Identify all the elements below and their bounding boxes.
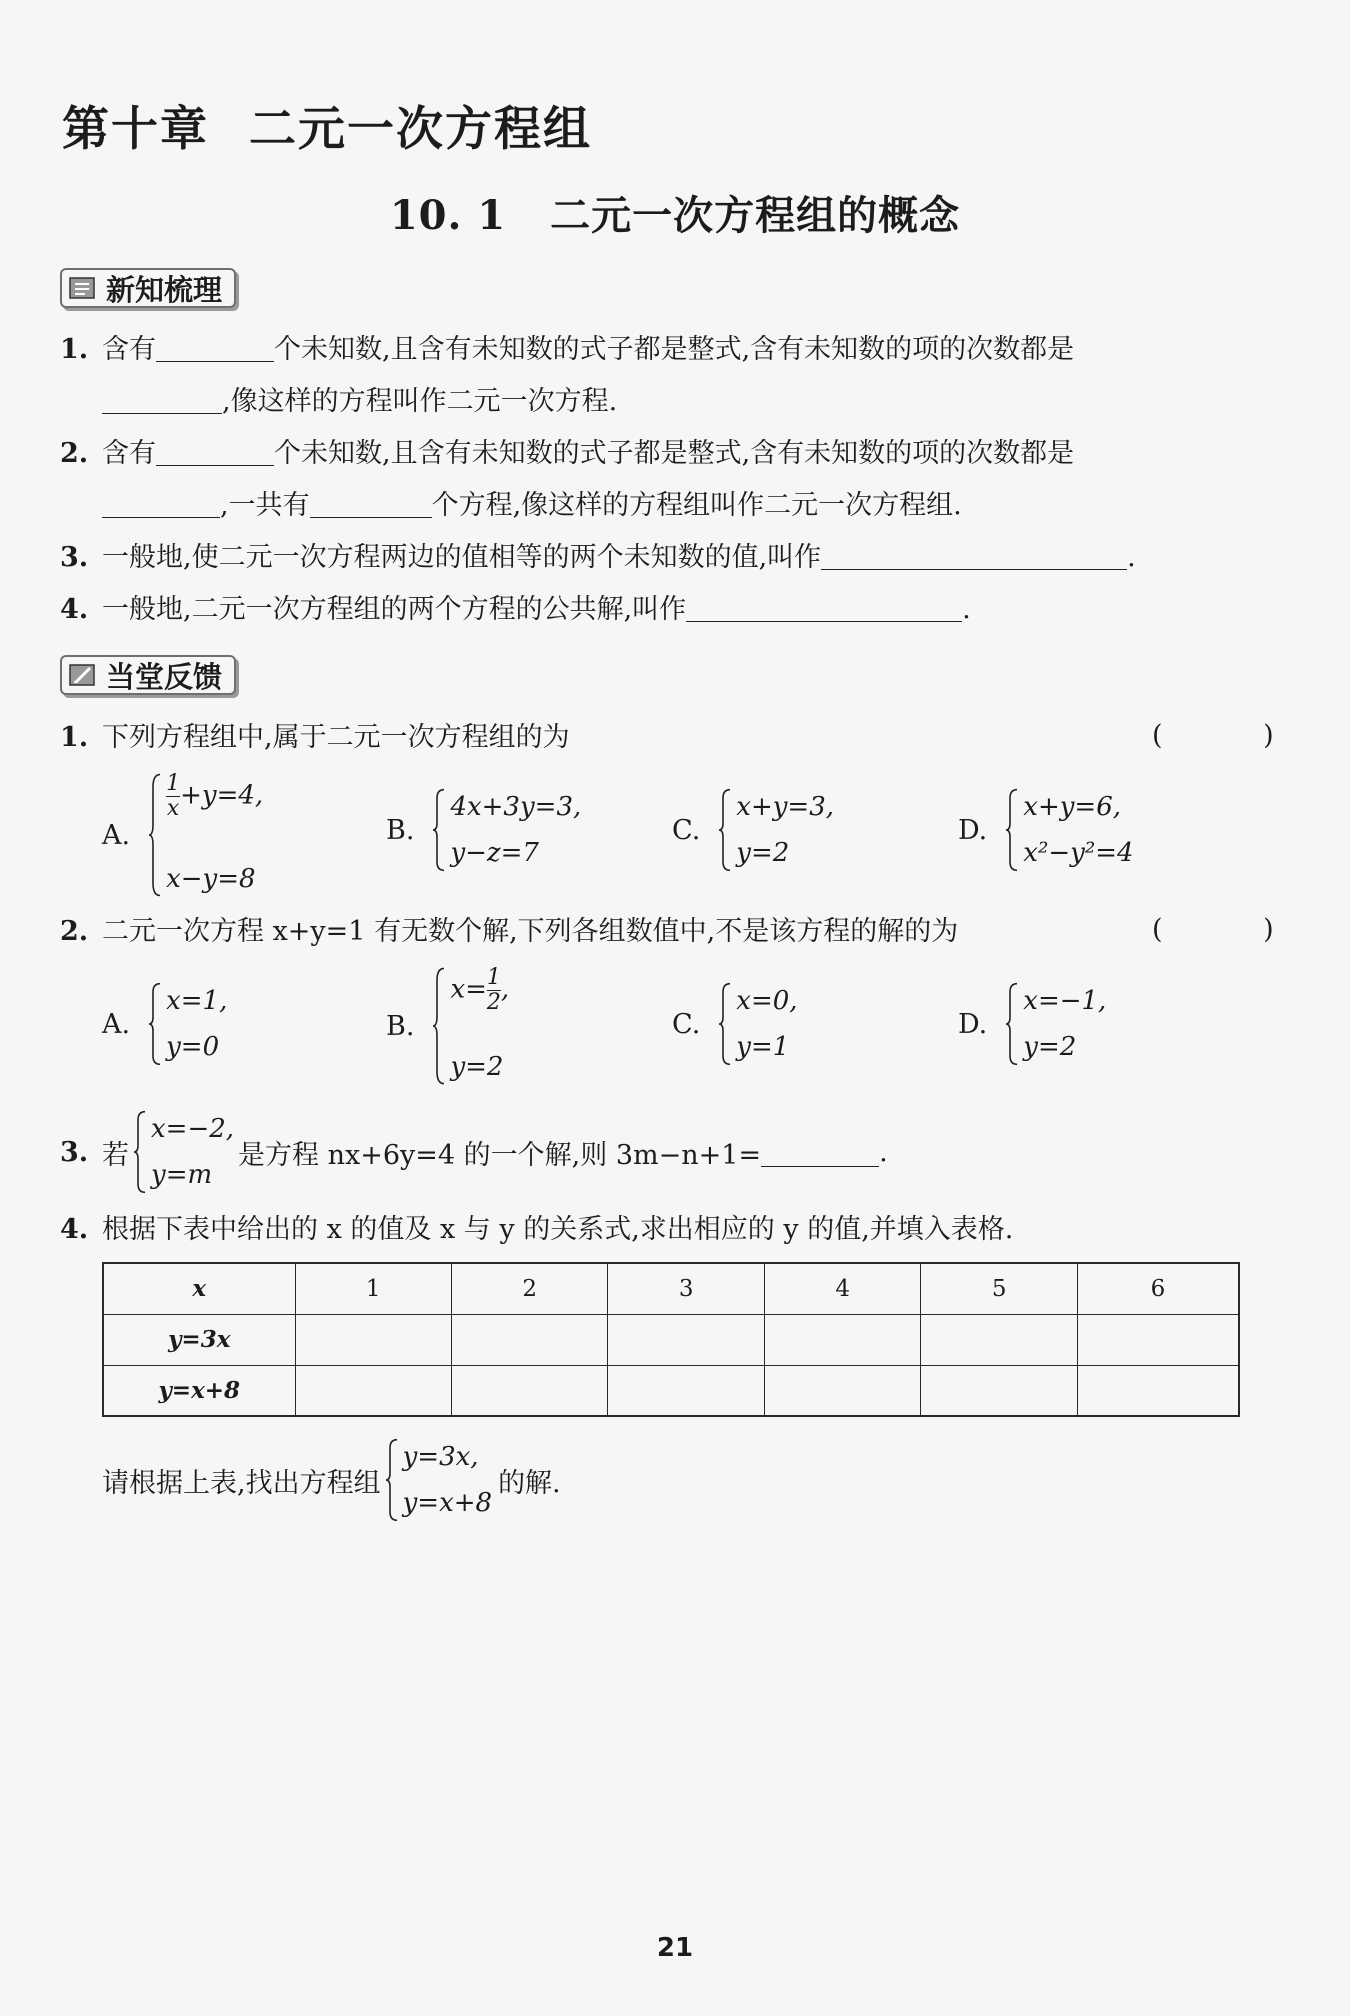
q2-option-b[interactable]: B. x= $\frac{1}{2}$ , y=2 bbox=[386, 966, 509, 1086]
section-title bbox=[0, 184, 1350, 241]
new-knowledge-tag bbox=[60, 268, 236, 308]
table-cell[interactable] bbox=[295, 1314, 451, 1365]
chapter-label: 第十章 bbox=[62, 102, 209, 157]
row-label: y=x+8 bbox=[103, 1365, 295, 1416]
q2-option-c[interactable]: C. x=0, y=1 bbox=[672, 982, 798, 1066]
chapter-name: 二元一次方程组 bbox=[249, 102, 592, 157]
knowledge-q2-line1: 2. 含有 个未知数,且含有未知数的式子都是整式,含有未知数的项的次数都是 bbox=[60, 438, 1075, 469]
table-header-cell: 1 bbox=[295, 1263, 451, 1314]
answer-paren[interactable]: ( ) bbox=[1152, 914, 1320, 945]
answer-blank[interactable] bbox=[310, 488, 432, 518]
brace-icon bbox=[385, 1438, 399, 1522]
table-cell[interactable] bbox=[295, 1365, 451, 1416]
answer-blank[interactable] bbox=[686, 592, 962, 622]
brace-icon bbox=[1005, 788, 1019, 872]
feedback-q4-followup: 请根据上表,找出方程组 y=3x, y=x+8 的解. bbox=[102, 1438, 561, 1522]
feedback-q1: 1. 下列方程组中,属于二元一次方程组的为 bbox=[60, 722, 570, 753]
brace-icon bbox=[148, 772, 162, 898]
brace-icon bbox=[718, 788, 732, 872]
table-cell[interactable] bbox=[921, 1314, 1077, 1365]
table-header-cell: x bbox=[103, 1263, 295, 1314]
answer-blank[interactable] bbox=[156, 332, 274, 362]
feedback-q4: 4. 根据下表中给出的 x 的值及 x 与 y 的关系式,求出相应的 y 的值,并填入表格. bbox=[60, 1214, 1014, 1245]
feedback-q3: 3. 若 x=−2, y=m 是方程 nx+6y=4 的一个解,则 3m−n+1= . bbox=[60, 1110, 888, 1194]
table-row bbox=[103, 1314, 1239, 1365]
section-number: 10. 1 bbox=[389, 192, 507, 239]
table-header-cell: 2 bbox=[451, 1263, 607, 1314]
brace-icon bbox=[133, 1110, 147, 1194]
pencil-note-icon bbox=[68, 662, 98, 688]
table-cell[interactable] bbox=[1077, 1365, 1239, 1416]
answer-blank[interactable] bbox=[761, 1137, 879, 1167]
brace-icon bbox=[718, 982, 732, 1066]
section-name: 二元一次方程组的概念 bbox=[550, 192, 961, 239]
q1-option-b[interactable]: B. 4x+3y=3, y−z=7 bbox=[386, 788, 581, 872]
value-table bbox=[102, 1262, 1240, 1417]
table-cell[interactable] bbox=[921, 1365, 1077, 1416]
feedback-tag bbox=[60, 655, 236, 695]
feedback-label: 当堂反馈 bbox=[106, 659, 223, 694]
knowledge-q1-line1: 1. 含有 个未知数,且含有未知数的式子都是整式,含有未知数的项的次数都是 bbox=[60, 334, 1075, 365]
q1-option-c[interactable]: C. x+y=3, y=2 bbox=[672, 788, 834, 872]
table-header-cell: 4 bbox=[764, 1263, 920, 1314]
answer-blank[interactable] bbox=[156, 436, 274, 466]
brace-icon bbox=[432, 788, 446, 872]
knowledge-q2-line2: ,一共有 个方程,像这样的方程组叫作二元一次方程组. bbox=[102, 488, 962, 524]
knowledge-q3: 3. 一般地,使二元一次方程两边的值相等的两个未知数的值,叫作 . bbox=[60, 542, 1136, 573]
table-cell[interactable] bbox=[764, 1314, 920, 1365]
table-header-cell: 6 bbox=[1077, 1263, 1239, 1314]
knowledge-q4: 4. 一般地,二元一次方程组的两个方程的公共解,叫作 . bbox=[60, 594, 971, 625]
feedback-q2: 2. 二元一次方程 x+y=1 有无数个解,下列各组数值中,不是该方程的解的为 bbox=[60, 916, 959, 947]
table-row bbox=[103, 1263, 1239, 1314]
table-header-cell: 5 bbox=[921, 1263, 1077, 1314]
answer-blank[interactable] bbox=[821, 540, 1127, 570]
table-cell[interactable] bbox=[764, 1365, 920, 1416]
chapter-title bbox=[62, 92, 632, 159]
table-cell[interactable] bbox=[451, 1314, 607, 1365]
table-header-cell: 3 bbox=[608, 1263, 764, 1314]
brace-icon bbox=[148, 982, 162, 1066]
table-cell[interactable] bbox=[1077, 1314, 1239, 1365]
q2-option-a[interactable]: A. x=1, y=0 bbox=[102, 982, 227, 1066]
table-cell[interactable] bbox=[451, 1365, 607, 1416]
row-label: y=3x bbox=[103, 1314, 295, 1365]
q1-option-a[interactable]: A. $\frac{1}{x}$ +y=4, x−y=8 bbox=[102, 772, 263, 898]
q2-option-d[interactable]: D. x=−1, y=2 bbox=[958, 982, 1106, 1066]
q1-option-d[interactable]: D. x+y=6, x²−y²=4 bbox=[958, 788, 1134, 872]
page-number: 21 bbox=[656, 1933, 694, 1963]
new-knowledge-label: 新知梳理 bbox=[106, 272, 223, 307]
knowledge-q1-line2: ,像这样的方程叫作二元一次方程. bbox=[102, 384, 617, 420]
book-icon bbox=[68, 275, 98, 301]
table-cell[interactable] bbox=[608, 1365, 764, 1416]
answer-blank[interactable] bbox=[102, 488, 220, 518]
answer-blank[interactable] bbox=[102, 384, 222, 414]
table-row bbox=[103, 1365, 1239, 1416]
brace-icon bbox=[432, 966, 446, 1086]
table-cell[interactable] bbox=[608, 1314, 764, 1365]
answer-paren[interactable]: ( ) bbox=[1152, 720, 1320, 751]
brace-icon bbox=[1005, 982, 1019, 1066]
